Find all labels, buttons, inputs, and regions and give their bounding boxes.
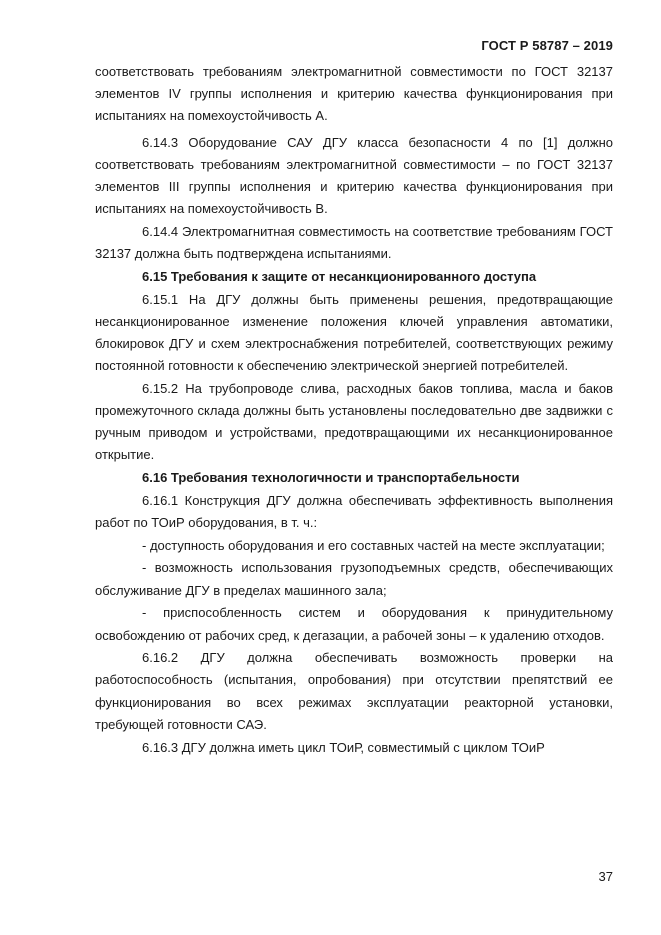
list-item-accessibility: - доступность оборудования и его составных частей на месте эксплуатации;: [142, 537, 605, 553]
paragraph-6-14-4: 6.14.4 Электромагнитная совместимость на соответствие требованиям ГОСТ 32137 должна быть подтверждена испытаниями.: [95, 223, 613, 262]
paragraph-continuation: соответствовать требованиям электромагнитной совместимости по ГОСТ 32137 элементов IV группы исполнения и критерию качества функционирования при испытаниях на помехоустойчивость А.: [95, 64, 613, 124]
section-heading-6-16: 6.16 Требования технологичности и транспортабельности: [142, 470, 520, 486]
paragraph-6-14-3: 6.14.3 Оборудование САУ ДГУ класса безопасности 4 по [1] должно соответствовать требованиям электромагнитной совместимости – по ГОСТ 32137 элементов III группы исполнения и критерию качества функционирования при испытаниях на помехоустойчивость В.: [95, 134, 613, 217]
paragraph-6-15-2: 6.15.2 На трубопроводе слива, расходных баков топлива, масла и баков промежуточного склада должны быть установлены последовательно две задвижки с ручным приводом и устройствами, предотвращающими их несанкционированное открытие.: [95, 380, 613, 463]
page-body: [95, 61, 613, 759]
paragraph-6-16-1: 6.16.1 Конструкция ДГУ должна обеспечивать эффективность выполнения работ по ТОиР оборудования, в т. ч.:: [95, 492, 613, 531]
standard-header: ГОСТ Р 58787 – 2019: [481, 38, 613, 53]
section-heading-6-15: 6.15 Требования к защите от несанкционированного доступа: [142, 268, 537, 284]
paragraph-6-16-3: 6.16.3 ДГУ должна иметь цикл ТОиР, совместимый с циклом ТОиР: [142, 739, 545, 755]
list-item-degassing: - приспособленность систем и оборудования к принудительному освобождению от рабочих сред, к дегазации, а рабочей зоны – к удалению отходов.: [95, 605, 613, 643]
paragraph-6-15-1: 6.15.1 На ДГУ должны быть применены решения, предотвращающие несанкционированное изменение положения ключей управления автоматики, блокировок ДГУ и схем электроснабжения потребителей, соответствующих режиму постоянной готовности к обеспечению электрической энергией потребителей.: [95, 291, 613, 374]
list-item-lifting-means: - возможность использования грузоподъемных средств, обеспечивающих обслуживание ДГУ в пределах машинного зала;: [95, 560, 613, 598]
paragraph-6-16-2: 6.16.2 ДГУ должна обеспечивать возможность проверки на работоспособность (испытания, опробования) при отсутствии препятствий ее функционирования во всех режимах эксплуатации реакторной установки, требующей готовности САЭ.: [95, 650, 613, 732]
page-number: 37: [598, 869, 613, 884]
